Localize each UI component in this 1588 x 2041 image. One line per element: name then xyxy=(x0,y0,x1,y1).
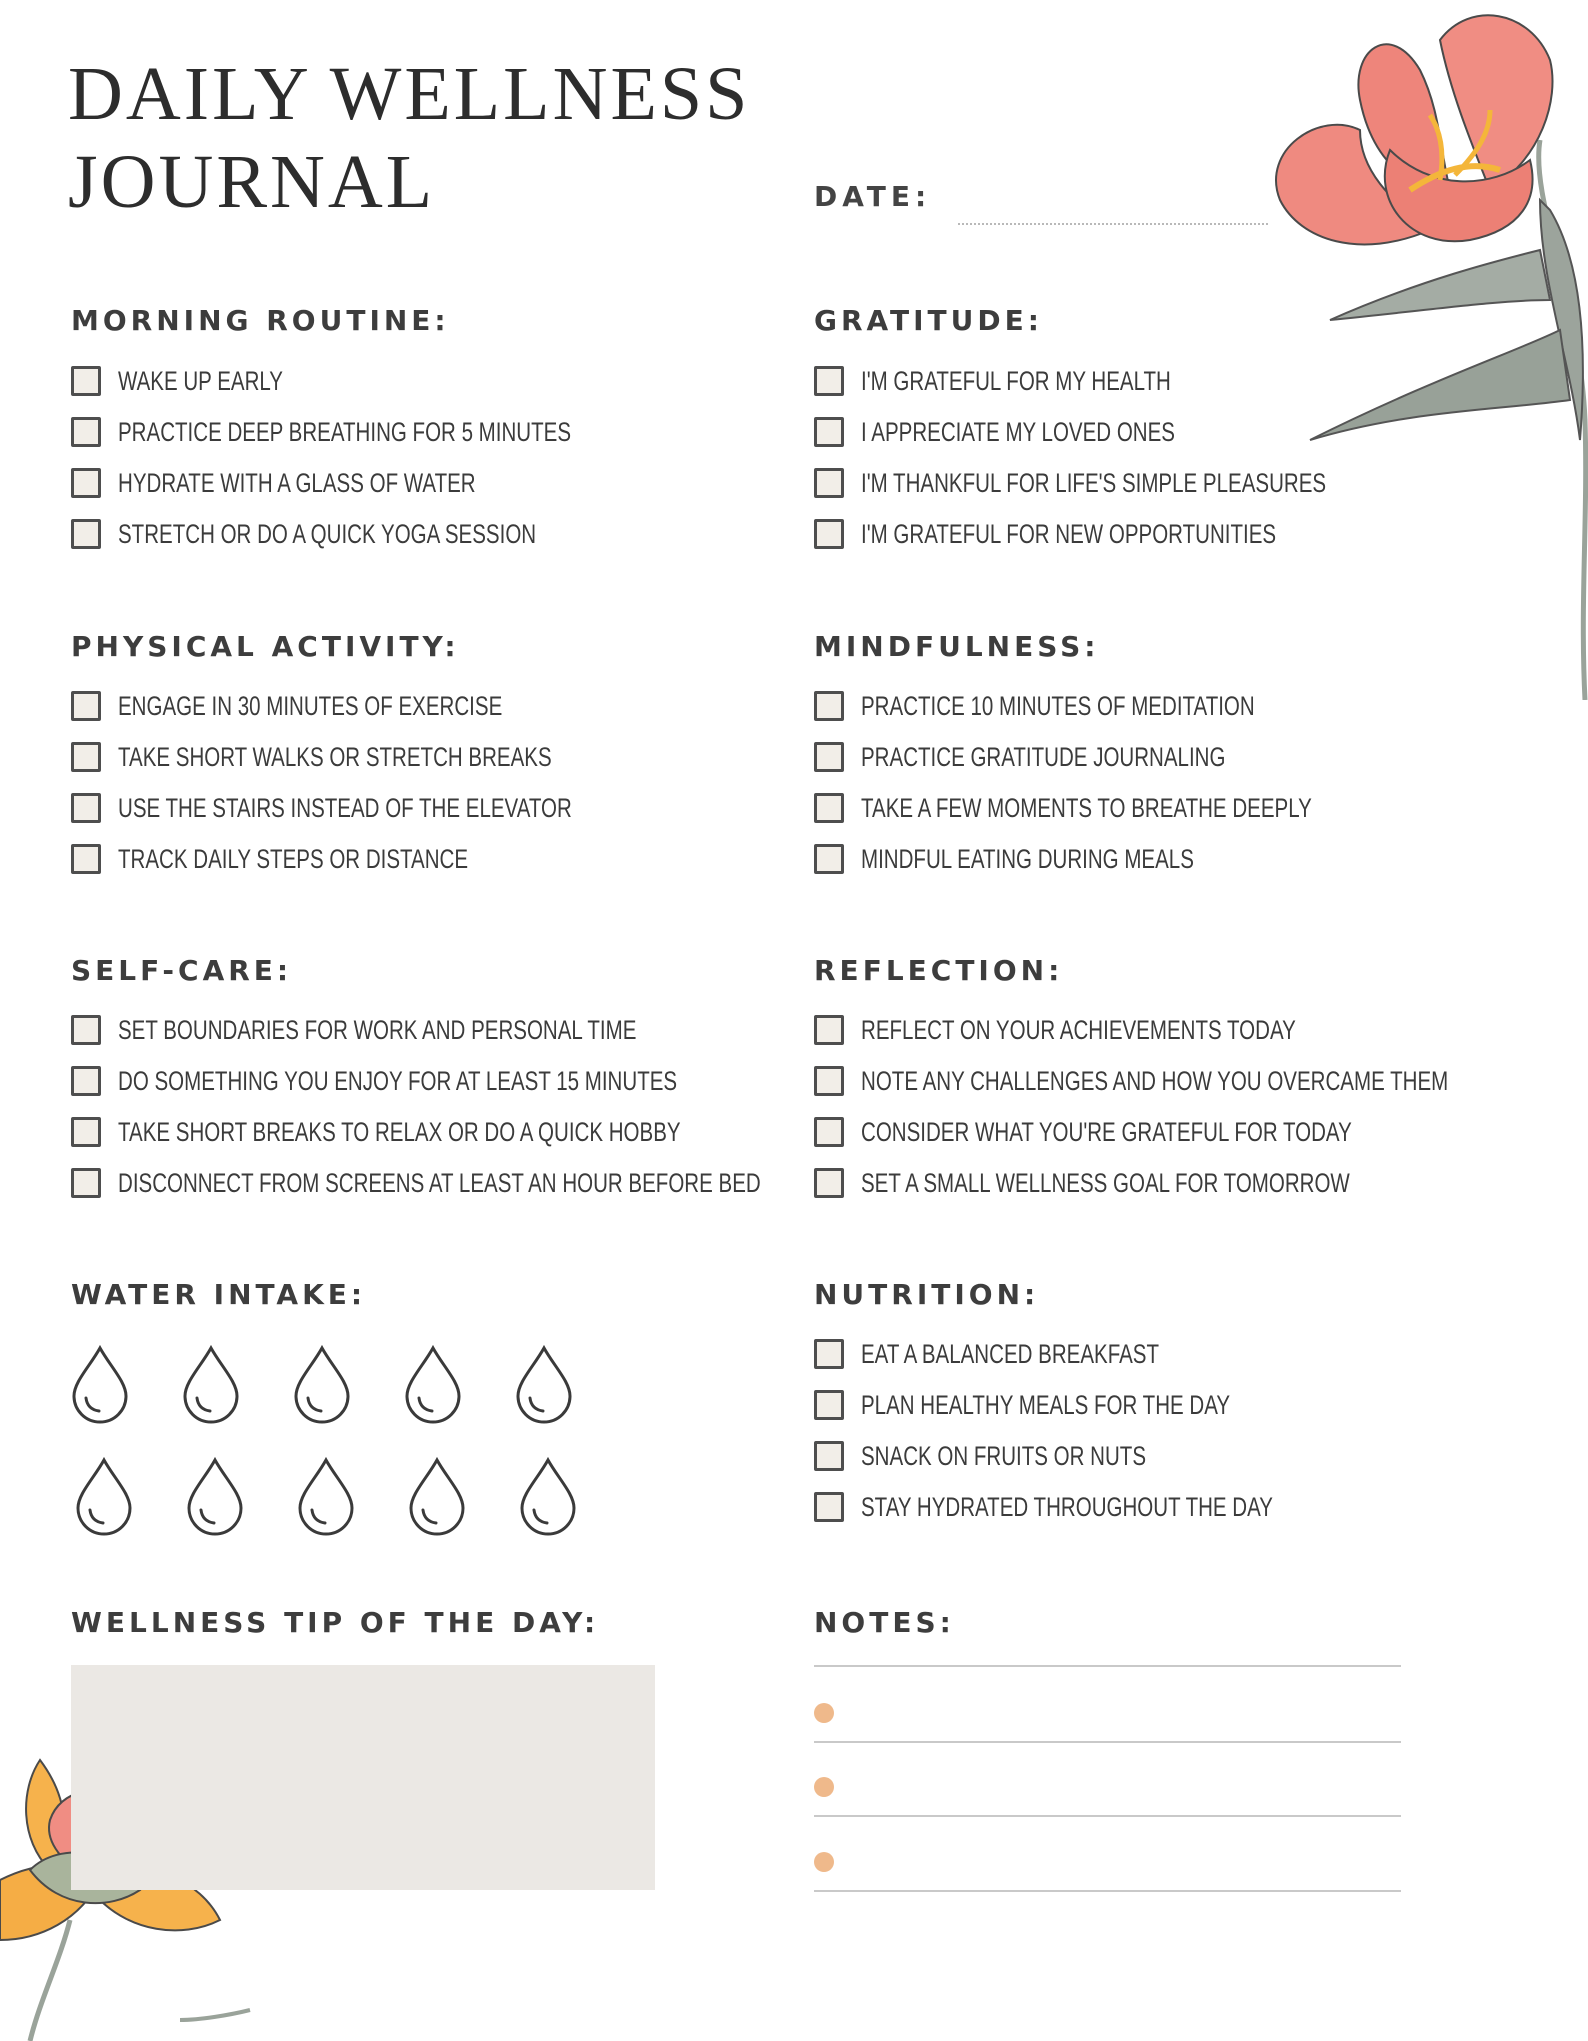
checklist-item-label: I APPRECIATE MY LOVED ONES xyxy=(861,416,1175,447)
checklist-item[interactable] xyxy=(814,1061,1588,1101)
water-drop-icon[interactable] xyxy=(296,1348,348,1422)
title-line-1: DAILY WELLNESS xyxy=(68,52,751,136)
checklist-item[interactable] xyxy=(814,1163,1588,1203)
section-heading: WELLNESS TIP OF THE DAY: xyxy=(71,1606,600,1639)
nutrition-checklist xyxy=(814,1334,1403,1527)
checkbox[interactable] xyxy=(814,1492,844,1522)
water-drop-icon[interactable] xyxy=(300,1460,352,1534)
water-drops-grid xyxy=(70,1336,590,1536)
checklist-item-label: SET BOUNDARIES FOR WORK AND PERSONAL TIME xyxy=(118,1014,637,1045)
checklist-item[interactable] xyxy=(814,1385,1403,1425)
checklist-item[interactable] xyxy=(814,412,1473,452)
checklist-item[interactable] xyxy=(71,361,714,401)
notes-bullet xyxy=(814,1777,834,1797)
checklist-item-label: I'M GRATEFUL FOR NEW OPPORTUNITIES xyxy=(861,518,1277,549)
checkbox[interactable] xyxy=(814,417,844,447)
notes-bullet xyxy=(814,1703,834,1723)
checklist-item-label: PRACTICE 10 MINUTES OF MEDITATION xyxy=(861,690,1255,721)
checklist-item-label: PRACTICE GRATITUDE JOURNALING xyxy=(861,741,1226,772)
checklist-item-label: ENGAGE IN 30 MINUTES OF EXERCISE xyxy=(118,690,503,721)
checkbox[interactable] xyxy=(71,468,101,498)
checklist-item[interactable] xyxy=(814,1334,1403,1374)
checklist-item-label: MINDFUL EATING DURING MEALS xyxy=(861,843,1194,874)
water-drops-svg xyxy=(70,1336,590,1536)
gratitude-checklist xyxy=(814,361,1473,554)
checkbox[interactable] xyxy=(814,1066,844,1096)
checklist-item[interactable] xyxy=(814,1436,1403,1476)
checklist-item[interactable] xyxy=(814,686,1454,726)
checklist-item-label: SNACK ON FRUITS OR NUTS xyxy=(861,1440,1147,1471)
checkbox[interactable] xyxy=(814,1168,844,1198)
checklist-item-label: STAY HYDRATED THROUGHOUT THE DAY xyxy=(861,1491,1273,1522)
checklist-item-label: TAKE SHORT WALKS OR STRETCH BREAKS xyxy=(118,741,552,772)
checklist-item[interactable] xyxy=(814,1112,1588,1152)
section-heading: NOTES: xyxy=(814,1606,955,1639)
mindfulness-checklist xyxy=(814,686,1454,879)
water-drop-icon[interactable] xyxy=(407,1348,459,1422)
checkbox[interactable] xyxy=(71,1117,101,1147)
section-physical-activity xyxy=(71,630,460,663)
checklist-item[interactable] xyxy=(71,839,715,879)
checkbox[interactable] xyxy=(814,468,844,498)
checkbox[interactable] xyxy=(814,844,844,874)
checklist-item-label: PRACTICE DEEP BREATHING FOR 5 MINUTES xyxy=(118,416,572,447)
checklist-item[interactable] xyxy=(814,839,1454,879)
section-heading: GRATITUDE: xyxy=(814,304,1043,337)
section-heading: PHYSICAL ACTIVITY: xyxy=(71,630,460,663)
checkbox[interactable] xyxy=(814,742,844,772)
checklist-item[interactable] xyxy=(71,514,714,554)
checklist-item-label: USE THE STAIRS INSTEAD OF THE ELEVATOR xyxy=(118,792,572,823)
checklist-item-label: SET A SMALL WELLNESS GOAL FOR TOMORROW xyxy=(861,1167,1350,1198)
checklist-item-label: PLAN HEALTHY MEALS FOR THE DAY xyxy=(861,1389,1231,1420)
section-heading: NUTRITION: xyxy=(814,1278,1040,1311)
checklist-item[interactable] xyxy=(814,1010,1588,1050)
water-drop-icon[interactable] xyxy=(522,1460,574,1534)
page-title xyxy=(68,50,750,226)
checkbox[interactable] xyxy=(71,1168,101,1198)
checklist-item[interactable] xyxy=(814,361,1473,401)
title-line-2: JOURNAL xyxy=(68,140,436,224)
checkbox[interactable] xyxy=(814,691,844,721)
pink-flower-illustration xyxy=(1240,0,1588,700)
notes-bullet xyxy=(814,1852,834,1872)
water-drop-icon[interactable] xyxy=(189,1460,241,1534)
notes-line[interactable] xyxy=(814,1741,1401,1743)
checkbox[interactable] xyxy=(71,366,101,396)
date-label: DATE: xyxy=(814,180,932,213)
checklist-item[interactable] xyxy=(814,463,1473,503)
date-input-line[interactable] xyxy=(958,223,1268,225)
checkbox[interactable] xyxy=(814,366,844,396)
checklist-item[interactable] xyxy=(814,737,1454,777)
checklist-item-label: I'M GRATEFUL FOR MY HEALTH xyxy=(861,365,1171,396)
checklist-item[interactable] xyxy=(71,788,715,828)
checkbox[interactable] xyxy=(71,417,101,447)
reflection-checklist xyxy=(814,1010,1588,1203)
section-heading: REFLECTION: xyxy=(814,954,1064,987)
water-drop-icon[interactable] xyxy=(518,1348,570,1422)
checklist-item[interactable] xyxy=(814,1487,1403,1527)
notes-line[interactable] xyxy=(814,1665,1401,1667)
checkbox[interactable] xyxy=(814,1117,844,1147)
checklist-item[interactable] xyxy=(71,737,715,777)
section-gratitude xyxy=(814,304,1043,337)
checkbox[interactable] xyxy=(71,1015,101,1045)
section-notes xyxy=(814,1606,955,1639)
checklist-item[interactable] xyxy=(71,463,714,503)
checkbox[interactable] xyxy=(814,1015,844,1045)
checklist-item-label: TAKE A FEW MOMENTS TO BREATHE DEEPLY xyxy=(861,792,1312,823)
notes-line[interactable] xyxy=(814,1890,1401,1892)
checklist-item-label: WAKE UP EARLY xyxy=(118,365,283,396)
notes-line[interactable] xyxy=(814,1815,1401,1817)
section-heading: MINDFULNESS: xyxy=(814,630,1100,663)
checkbox[interactable] xyxy=(71,844,101,874)
checklist-item-label: HYDRATE WITH A GLASS OF WATER xyxy=(118,467,476,498)
checklist-item[interactable] xyxy=(71,686,715,726)
checklist-item-label: I'M THANKFUL FOR LIFE'S SIMPLE PLEASURES xyxy=(861,467,1327,498)
checkbox[interactable] xyxy=(71,793,101,823)
physical-checklist xyxy=(71,686,715,879)
checklist-item-label: TAKE SHORT BREAKS TO RELAX OR DO A QUICK HOBBY xyxy=(118,1116,681,1147)
checklist-item-label: NOTE ANY CHALLENGES AND HOW YOU OVERCAME THEM xyxy=(861,1065,1449,1096)
water-drop-icon[interactable] xyxy=(78,1460,130,1534)
wellness-tip-box[interactable] xyxy=(71,1665,655,1890)
section-heading: MORNING ROUTINE: xyxy=(71,304,450,337)
section-heading: WATER INTAKE: xyxy=(71,1278,367,1311)
checkbox[interactable] xyxy=(814,1339,844,1369)
checklist-item-label: TRACK DAILY STEPS OR DISTANCE xyxy=(118,843,469,874)
checkbox[interactable] xyxy=(71,519,101,549)
checklist-item[interactable] xyxy=(71,412,714,452)
section-self-care xyxy=(71,954,292,987)
checklist-item-label: REFLECT ON YOUR ACHIEVEMENTS TODAY xyxy=(861,1014,1296,1045)
checklist-item-label: CONSIDER WHAT YOU'RE GRATEFUL FOR TODAY xyxy=(861,1116,1352,1147)
checklist-item-label: EAT A BALANCED BREAKFAST xyxy=(861,1338,1160,1369)
section-heading: SELF-CARE: xyxy=(71,954,293,987)
section-morning-routine xyxy=(71,304,450,337)
checkbox[interactable] xyxy=(814,519,844,549)
section-wellness-tip xyxy=(71,1606,599,1639)
section-mindfulness xyxy=(814,630,1100,663)
checkbox[interactable] xyxy=(814,1441,844,1471)
checkbox[interactable] xyxy=(71,742,101,772)
checklist-item[interactable] xyxy=(814,514,1473,554)
water-drop-icon[interactable] xyxy=(411,1460,463,1534)
checkbox[interactable] xyxy=(71,691,101,721)
checklist-item-label: STRETCH OR DO A QUICK YOGA SESSION xyxy=(118,518,537,549)
section-reflection xyxy=(814,954,1063,987)
checklist-item-label: DISCONNECT FROM SCREENS AT LEAST AN HOUR BEFORE BED xyxy=(118,1167,761,1198)
checkbox[interactable] xyxy=(814,1390,844,1420)
water-drop-icon[interactable] xyxy=(185,1348,237,1422)
checkbox[interactable] xyxy=(814,793,844,823)
checkbox[interactable] xyxy=(71,1066,101,1096)
checklist-item[interactable] xyxy=(814,788,1454,828)
water-drop-icon[interactable] xyxy=(74,1348,126,1422)
section-water-intake xyxy=(71,1278,366,1311)
section-nutrition xyxy=(814,1278,1039,1311)
checklist-item-label: DO SOMETHING YOU ENJOY FOR AT LEAST 15 MINUTES xyxy=(118,1065,678,1096)
morning-checklist xyxy=(71,361,714,554)
